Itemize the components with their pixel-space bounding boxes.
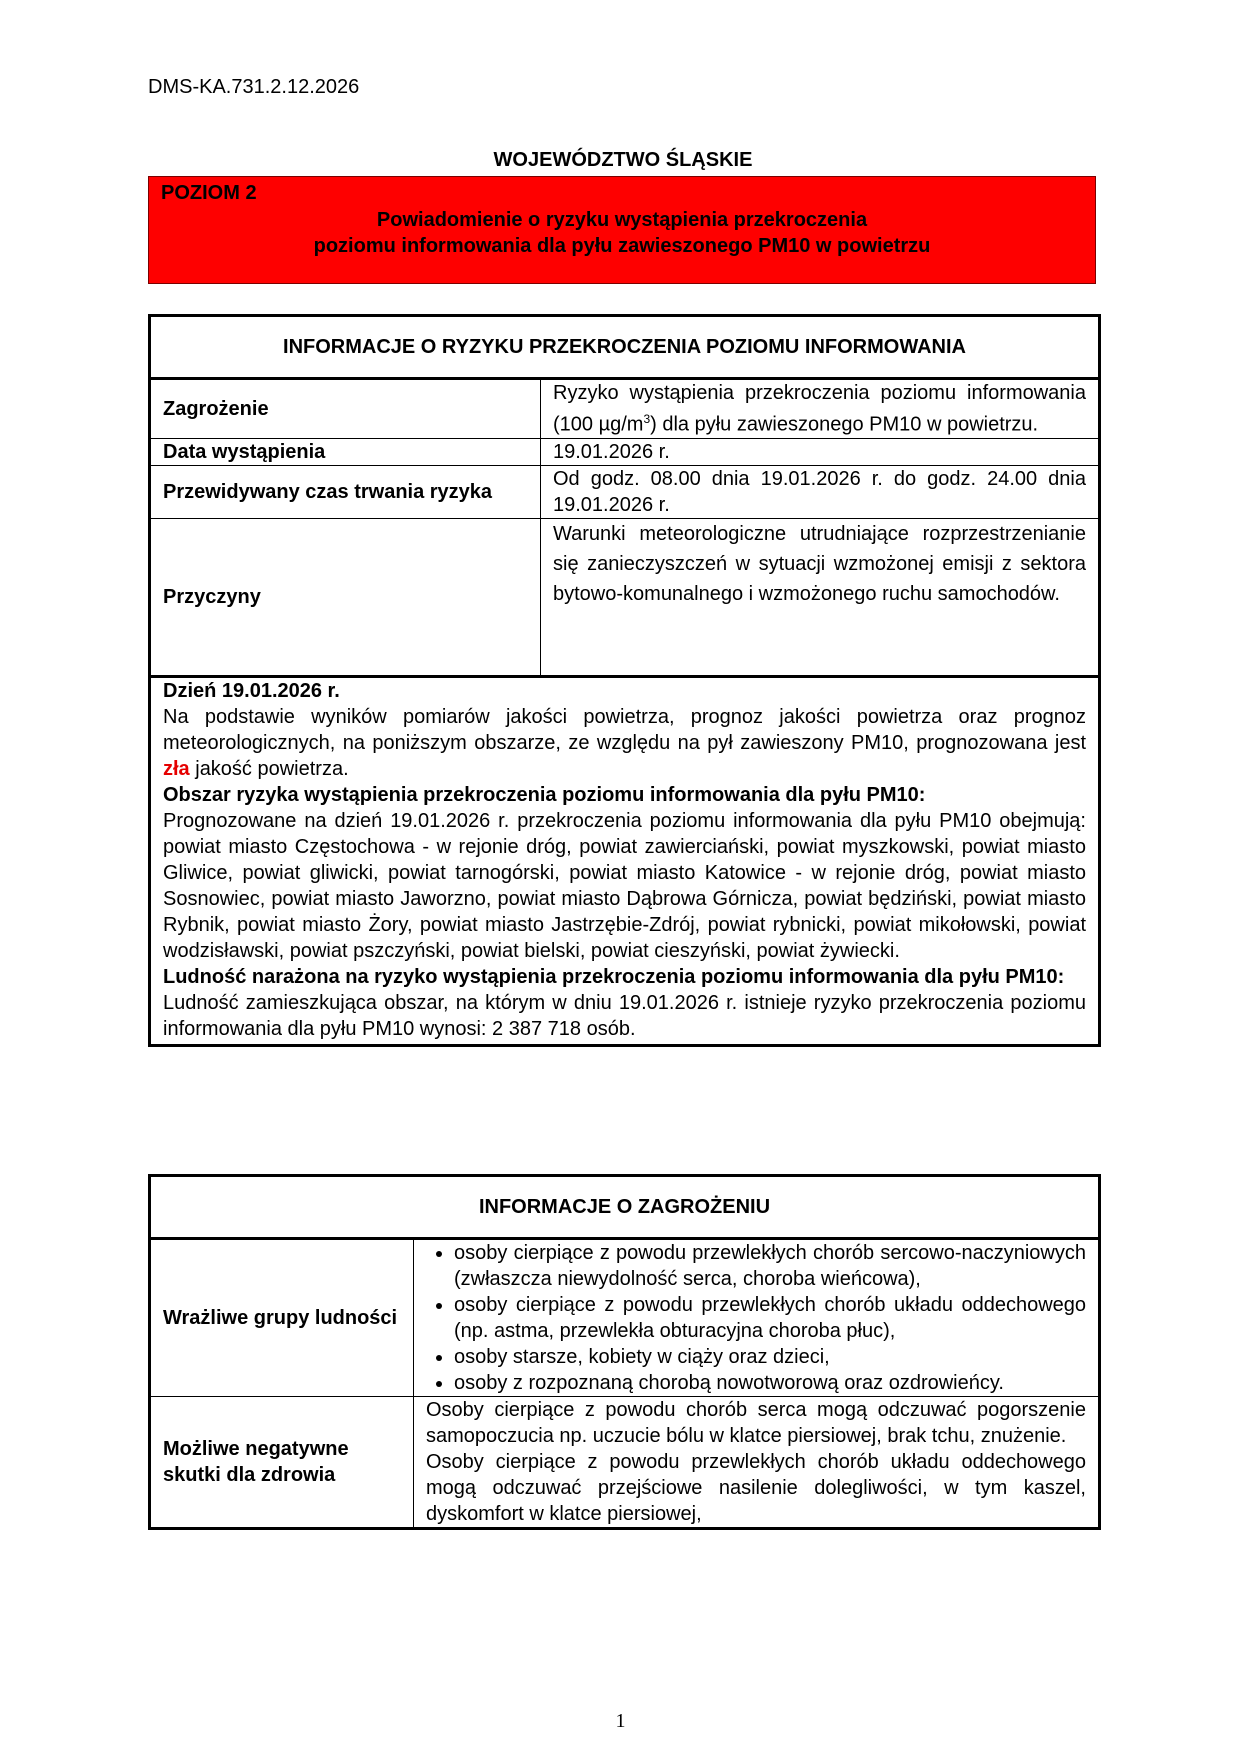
population-heading: Ludność narażona na ryzyko wystąpienia przekroczenia poziomu informowania dla pyłu PM10: xyxy=(163,965,1065,988)
page-number: 1 xyxy=(615,1710,626,1732)
table-row xyxy=(150,518,1100,676)
forecast-text xyxy=(163,704,1086,782)
row-value-duration: Od godz. 08.00 dnia 19.01.2026 r. do godz. 24.00 dnia 19.01.2026 r. xyxy=(541,465,1100,518)
forecast-text-end: jakość powietrza. xyxy=(189,757,349,780)
row-label-vulnerable-groups: Wrażliwe grupy ludności xyxy=(150,1239,414,1397)
row-value-health-effects xyxy=(414,1397,1100,1529)
table-row xyxy=(150,1239,1100,1397)
region-title: WOJEWÓDZTWO ŚLĄSKIE xyxy=(493,149,753,171)
area-text: Prognozowane na dzień 19.01.2026 r. przekroczenia poziomu informowania dla pyłu PM10 obejmują: powiat miasto Częstochowa - w rejonie dróg, powiat zawierciański, powiat myszkowski, powiat miasto Gliwice, powiat gliwicki, powiat tarnogórski, powiat miasto Katowice - w rejonie dróg, powiat miasto Sosnowiec, powiat miasto Jaworzno, powiat miasto Dąbrowa Górnicza, powiat będziński, powiat miasto Rybnik, powiat miasto Żory, powiat miasto Jastrzębie-Zdrój, powiat rybnicki, powiat mikołowski, powiat wodzisławski, powiat pszczyński, powiat bielski, powiat cieszyński, powiat żywiecki. xyxy=(163,809,1086,962)
vulnerable-groups-list xyxy=(426,1240,1086,1396)
alert-banner xyxy=(148,176,1096,284)
table-row xyxy=(150,438,1100,465)
alert-title xyxy=(149,207,1095,259)
alert-title-line-2: poziomu informowania dla pyłu zawieszonego PM10 w powietrzu xyxy=(313,235,931,257)
document-reference: DMS-KA.731.2.12.2026 xyxy=(148,76,360,98)
list-item: • osoby cierpiące z powodu przewlekłych chorób układu oddechowego (np. astma, przewlekła obturacyjna choroba płuc), xyxy=(454,1292,1086,1344)
row-value-causes: Warunki meteorologiczne utrudniające rozprzestrzenianie się zanieczyszczeń w sytuacji wzmożonej emisji z sektora bytowo-komunalnego i wzmożonego ruchu samochodów. xyxy=(541,518,1100,676)
risk-info-table xyxy=(148,314,1101,1047)
threat-table-title: INFORMACJE O ZAGROŻENIU xyxy=(150,1176,1100,1239)
row-label-date: Data wystąpienia xyxy=(150,438,541,465)
list-item: • osoby cierpiące z powodu przewlekłych chorób sercowo-naczyniowych (zwłaszcza niewydolność serca, choroba wieńcowa), xyxy=(454,1240,1086,1292)
population-text: Ludność zamieszkująca obszar, na którym w dniu 19.01.2026 r. istnieje ryzyko przekroczenia poziomu informowania dla pyłu PM10 wynosi: 2 387 718 osób. xyxy=(163,991,1086,1040)
threat-text-end: ) dla pyłu zawieszonego PM10 w powietrzu. xyxy=(650,413,1039,436)
forecast-section xyxy=(150,676,1100,1045)
risk-table-title: INFORMACJE O RYZYKU PRZEKROCZENIA POZIOMU INFORMOWANIA xyxy=(150,316,1100,379)
list-item: • osoby z rozpoznaną chorobą nowotworową oraz ozdrowieńcy. xyxy=(454,1370,1086,1396)
alert-title-line-1: Powiadomienie o ryzyku wystąpienia przekroczenia xyxy=(376,209,868,231)
day-heading: Dzień 19.01.2026 r. xyxy=(163,679,340,702)
row-value-threat xyxy=(541,379,1100,439)
air-quality-highlight: zła xyxy=(163,757,190,780)
row-value-vulnerable-groups xyxy=(414,1239,1100,1397)
table-row xyxy=(150,465,1100,518)
threat-text: Ryzyko wystąpienia przekroczenia poziomu informowania (100 µg/m xyxy=(553,382,1086,436)
alert-level: POZIOM 2 xyxy=(161,182,257,204)
row-value-date: 19.01.2026 r. xyxy=(541,438,1100,465)
threat-info-table xyxy=(148,1174,1101,1530)
forecast-text-start: Na podstawie wyników pomiarów jakości powietrza, prognoz jakości powietrza oraz prognoz meteorologicznych, na poniższym obszarze, ze względu na pył zawieszony PM10, prognozowana jest xyxy=(163,705,1086,754)
row-label-duration: Przewidywany czas trwania ryzyka xyxy=(150,465,541,518)
health-effects-respiratory: Osoby cierpiące z powodu przewlekłych chorób układu oddechowego mogą odczuwać przejściowe nasilenie dolegliwości, w tym kaszel, dyskomfort w klatce piersiowej, xyxy=(426,1451,1086,1525)
table-row xyxy=(150,379,1100,439)
area-heading: Obszar ryzyka wystąpienia przekroczenia poziomu informowania dla pyłu PM10: xyxy=(163,783,926,806)
row-label-health-effects: Możliwe negatywne skutki dla zdrowia xyxy=(150,1397,414,1529)
list-item: • osoby starsze, kobiety w ciąży oraz dzieci, xyxy=(454,1344,1086,1370)
table-row xyxy=(150,1397,1100,1529)
row-label-threat: Zagrożenie xyxy=(150,379,541,439)
health-effects-heart: Osoby cierpiące z powodu chorób serca mogą odczuwać pogorszenie samopoczucia np. uczucie bólu w klatce piersiowej, brak tchu, znużenie. xyxy=(426,1399,1086,1447)
row-label-causes: Przyczyny xyxy=(150,518,541,676)
superscript: 3 xyxy=(643,412,651,426)
